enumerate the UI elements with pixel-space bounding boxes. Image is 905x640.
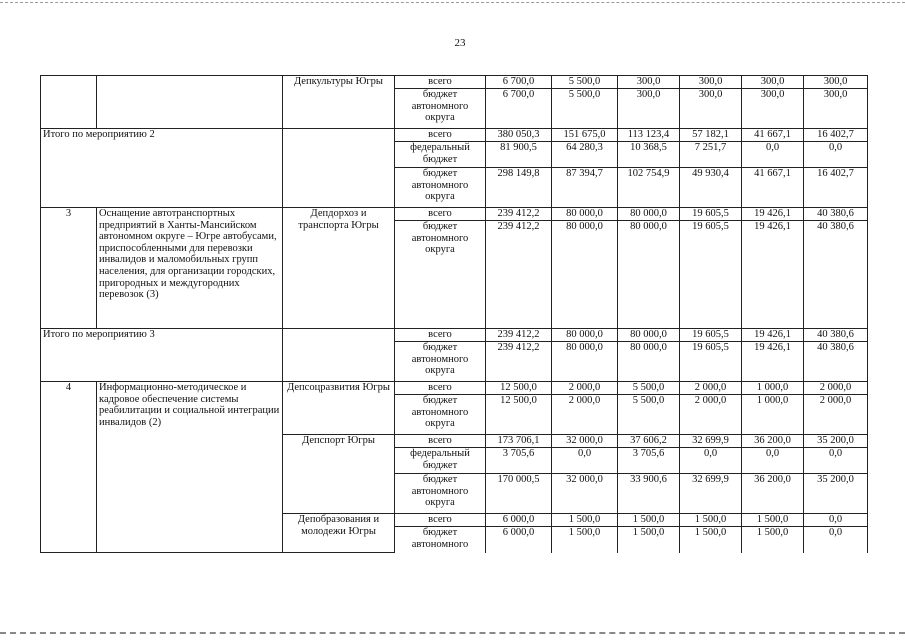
value-cell: 64 280,3 — [552, 142, 618, 168]
value-cell: 6 700,0 — [486, 89, 552, 129]
table-row — [41, 76, 868, 89]
task-description-cell — [97, 76, 283, 129]
value-cell: 19 426,1 — [742, 221, 804, 329]
task-number-cell: 4 — [41, 382, 97, 553]
value-cell: 19 426,1 — [742, 208, 804, 221]
funding-source-cell: бюджет автономного — [395, 527, 486, 553]
value-cell: 35 200,0 — [804, 474, 868, 514]
funding-source-cell: всего — [395, 129, 486, 142]
total-label-cell: Итого по мероприятию 2 — [41, 129, 283, 208]
executor-cell — [283, 129, 395, 208]
value-cell: 2 000,0 — [552, 382, 618, 395]
value-cell: 32 000,0 — [552, 474, 618, 514]
value-cell: 0,0 — [804, 514, 868, 527]
table-row — [41, 129, 868, 142]
value-cell: 239 412,2 — [486, 208, 552, 221]
value-cell: 10 368,5 — [618, 142, 680, 168]
value-cell: 170 000,5 — [486, 474, 552, 514]
value-cell: 40 380,6 — [804, 221, 868, 329]
value-cell: 2 000,0 — [680, 382, 742, 395]
funding-source-cell: федеральный бюджет — [395, 142, 486, 168]
scan-edge-bottom — [0, 632, 905, 634]
value-cell: 57 182,1 — [680, 129, 742, 142]
value-cell: 1 500,0 — [552, 514, 618, 527]
value-cell: 16 402,7 — [804, 129, 868, 142]
funding-source-cell: бюджет автономного округа — [395, 221, 486, 329]
value-cell: 1 500,0 — [618, 527, 680, 553]
value-cell: 1 500,0 — [618, 514, 680, 527]
value-cell: 80 000,0 — [552, 342, 618, 382]
value-cell: 3 705,6 — [618, 448, 680, 474]
value-cell: 5 500,0 — [618, 395, 680, 435]
funding-source-cell: бюджет автономного округа — [395, 168, 486, 208]
value-cell: 1 500,0 — [680, 527, 742, 553]
value-cell: 1 500,0 — [742, 527, 804, 553]
value-cell: 3 705,6 — [486, 448, 552, 474]
value-cell: 300,0 — [742, 89, 804, 129]
funding-source-cell: всего — [395, 76, 486, 89]
value-cell: 36 200,0 — [742, 435, 804, 448]
value-cell: 19 605,5 — [680, 329, 742, 342]
value-cell: 35 200,0 — [804, 435, 868, 448]
value-cell: 19 605,5 — [680, 221, 742, 329]
task-description-cell: Оснащение автотранспортных предприятий в Ханты-Мансийском автономном округе – Югре автобусами, приспособленными для перевозки инвалидов и маломобильных групп населения, для организации городских, пригородных и междугородних перевозок (3) — [97, 208, 283, 329]
value-cell: 40 380,6 — [804, 342, 868, 382]
value-cell: 36 200,0 — [742, 474, 804, 514]
value-cell: 1 000,0 — [742, 382, 804, 395]
value-cell: 0,0 — [742, 448, 804, 474]
value-cell: 12 500,0 — [486, 382, 552, 395]
value-cell: 5 500,0 — [552, 89, 618, 129]
value-cell: 6 000,0 — [486, 527, 552, 553]
value-cell: 0,0 — [552, 448, 618, 474]
value-cell: 0,0 — [742, 142, 804, 168]
funding-source-cell: бюджет автономного округа — [395, 89, 486, 129]
task-description-cell: Информационно-методическое и кадровое обеспечение системы реабилитации и социальной интеграции инвалидов (2) — [97, 382, 283, 553]
value-cell: 80 000,0 — [618, 221, 680, 329]
page-number: 23 — [454, 37, 466, 49]
value-cell: 87 394,7 — [552, 168, 618, 208]
task-number-cell: 3 — [41, 208, 97, 329]
value-cell: 6 000,0 — [486, 514, 552, 527]
value-cell: 5 500,0 — [552, 76, 618, 89]
value-cell: 300,0 — [680, 89, 742, 129]
value-cell: 1 500,0 — [680, 514, 742, 527]
value-cell: 2 000,0 — [804, 382, 868, 395]
value-cell: 113 123,4 — [618, 129, 680, 142]
value-cell: 1 000,0 — [742, 395, 804, 435]
value-cell: 19 605,5 — [680, 208, 742, 221]
total-label-cell: Итого по мероприятию 3 — [41, 329, 283, 382]
scan-edge-top — [0, 2, 905, 3]
value-cell: 19 426,1 — [742, 329, 804, 342]
executor-cell: Депсоцразвития Югры — [283, 382, 395, 435]
value-cell: 1 500,0 — [552, 527, 618, 553]
value-cell: 40 380,6 — [804, 208, 868, 221]
value-cell: 32 000,0 — [552, 435, 618, 448]
value-cell: 80 000,0 — [552, 208, 618, 221]
value-cell: 0,0 — [804, 448, 868, 474]
funding-source-cell: всего — [395, 382, 486, 395]
funding-source-cell: всего — [395, 435, 486, 448]
value-cell: 239 412,2 — [486, 221, 552, 329]
funding-source-cell: бюджет автономного округа — [395, 474, 486, 514]
executor-cell — [283, 329, 395, 382]
value-cell: 12 500,0 — [486, 395, 552, 435]
value-cell: 0,0 — [804, 142, 868, 168]
value-cell: 300,0 — [804, 89, 868, 129]
table-row — [41, 329, 868, 342]
value-cell: 239 412,2 — [486, 329, 552, 342]
value-cell: 300,0 — [804, 76, 868, 89]
value-cell: 0,0 — [680, 448, 742, 474]
value-cell: 32 699,9 — [680, 435, 742, 448]
value-cell: 37 606,2 — [618, 435, 680, 448]
value-cell: 6 700,0 — [486, 76, 552, 89]
executor-cell: Депспорт Югры — [283, 435, 395, 514]
value-cell: 2 000,0 — [804, 395, 868, 435]
value-cell: 19 605,5 — [680, 342, 742, 382]
value-cell: 102 754,9 — [618, 168, 680, 208]
value-cell: 5 500,0 — [618, 382, 680, 395]
executor-cell: Депдорхоз и транспорта Югры — [283, 208, 395, 329]
value-cell: 80 000,0 — [618, 342, 680, 382]
task-number-cell — [41, 76, 97, 129]
funding-source-cell: всего — [395, 329, 486, 342]
value-cell: 80 000,0 — [552, 329, 618, 342]
value-cell: 0,0 — [804, 527, 868, 553]
value-cell: 33 900,6 — [618, 474, 680, 514]
value-cell: 40 380,6 — [804, 329, 868, 342]
value-cell: 380 050,3 — [486, 129, 552, 142]
funding-source-cell: всего — [395, 208, 486, 221]
value-cell: 19 426,1 — [742, 342, 804, 382]
value-cell: 49 930,4 — [680, 168, 742, 208]
value-cell: 300,0 — [742, 76, 804, 89]
value-cell: 41 667,1 — [742, 129, 804, 142]
value-cell: 173 706,1 — [486, 435, 552, 448]
value-cell: 2 000,0 — [680, 395, 742, 435]
value-cell: 300,0 — [618, 89, 680, 129]
value-cell: 151 675,0 — [552, 129, 618, 142]
executor-cell: Депкультуры Югры — [283, 76, 395, 129]
value-cell: 80 000,0 — [552, 221, 618, 329]
value-cell: 81 900,5 — [486, 142, 552, 168]
table-body — [41, 76, 868, 553]
value-cell: 300,0 — [618, 76, 680, 89]
value-cell: 298 149,8 — [486, 168, 552, 208]
value-cell: 300,0 — [680, 76, 742, 89]
value-cell: 1 500,0 — [742, 514, 804, 527]
executor-cell: Депобразования и молодежи Югры — [283, 514, 395, 553]
value-cell: 7 251,7 — [680, 142, 742, 168]
funding-source-cell: всего — [395, 514, 486, 527]
funding-source-cell: бюджет автономного округа — [395, 342, 486, 382]
funding-table — [40, 75, 868, 553]
value-cell: 32 699,9 — [680, 474, 742, 514]
value-cell: 41 667,1 — [742, 168, 804, 208]
table-row — [41, 382, 868, 395]
value-cell: 80 000,0 — [618, 329, 680, 342]
value-cell: 16 402,7 — [804, 168, 868, 208]
value-cell: 80 000,0 — [618, 208, 680, 221]
value-cell: 239 412,2 — [486, 342, 552, 382]
funding-source-cell: федеральный бюджет — [395, 448, 486, 474]
table-row — [41, 208, 868, 221]
funding-source-cell: бюджет автономного округа — [395, 395, 486, 435]
value-cell: 2 000,0 — [552, 395, 618, 435]
